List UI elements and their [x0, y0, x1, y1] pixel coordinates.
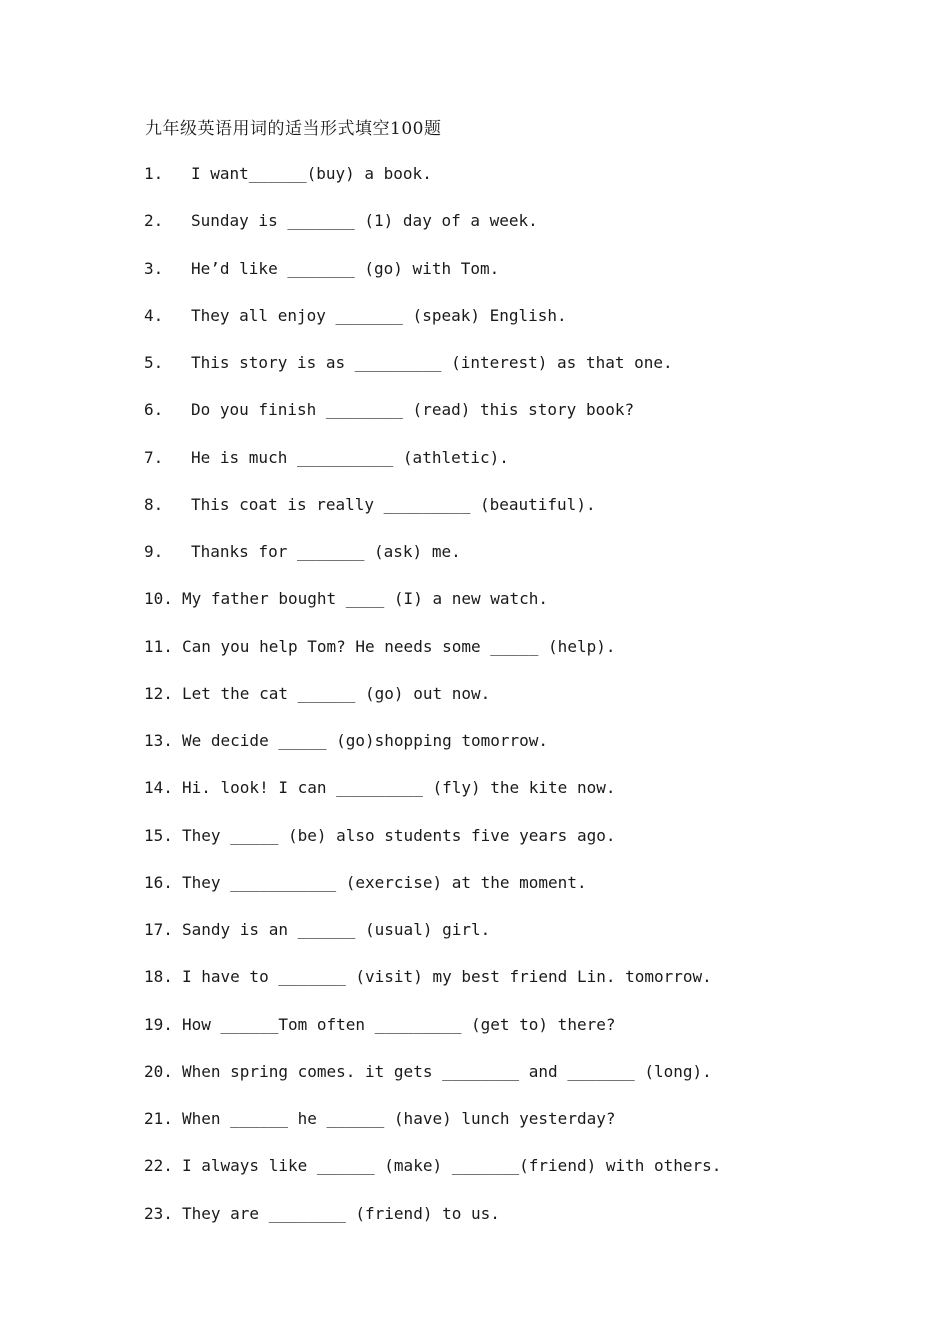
question-text: They ___________ (exercise) at the moment. [182, 872, 587, 892]
question-item [144, 635, 721, 682]
question-text: I want______(buy) a book. [191, 164, 432, 183]
question-item [144, 398, 721, 445]
question-text: Let the cat ______ (go) out now. [182, 683, 491, 703]
question-item [144, 871, 721, 918]
question-number: 5. [144, 353, 164, 372]
question-text: We decide _____ (go)shopping tomorrow. [182, 731, 549, 750]
question-number: 7. [144, 447, 164, 467]
question-text: My father bought ____ (I) a new watch. [182, 589, 549, 609]
question-number: 17. [144, 920, 173, 939]
question-item [144, 1060, 721, 1107]
question-list [144, 162, 721, 1249]
question-number: 8. [144, 494, 164, 514]
question-item [144, 351, 721, 398]
question-item [144, 682, 721, 729]
question-text: He’d like _______ (go) with Tom. [191, 258, 500, 278]
question-item [144, 918, 721, 965]
question-number: 19. [144, 1014, 173, 1034]
document-title: 九年级英语用词的适当形式填空100题 [145, 119, 442, 139]
question-number: 23. [144, 1203, 173, 1223]
question-text: This story is as _________ (interest) as that one. [191, 353, 673, 372]
question-number: 2. [144, 211, 164, 231]
question-text: How ______Tom often _________ (get to) there? [182, 1014, 616, 1034]
question-number: 22. [144, 1156, 173, 1176]
question-item [144, 965, 721, 1012]
question-text: They are ________ (friend) to us. [182, 1203, 500, 1223]
question-text: Thanks for _______ (ask) me. [191, 542, 461, 561]
question-item [144, 446, 721, 493]
question-number: 10. [144, 589, 173, 609]
question-number: 6. [144, 400, 164, 420]
question-number: 9. [144, 542, 164, 561]
question-text: He is much __________ (athletic). [191, 447, 509, 467]
question-text: Do you finish ________ (read) this story book? [191, 400, 635, 420]
question-number: 4. [144, 305, 164, 325]
question-item [144, 587, 721, 634]
question-number: 11. [144, 636, 173, 656]
question-item [144, 304, 721, 351]
question-text: This coat is really _________ (beautiful). [191, 494, 596, 514]
question-text: They all enjoy _______ (speak) English. [191, 305, 567, 325]
question-text: I have to _______ (visit) my best friend Lin. tomorrow. [182, 967, 712, 987]
question-text: When ______ he ______ (have) lunch yesterday? [182, 1109, 616, 1128]
question-item [144, 540, 721, 587]
question-number: 15. [144, 825, 173, 845]
question-item [144, 729, 721, 776]
question-number: 21. [144, 1109, 173, 1128]
question-item [144, 1013, 721, 1060]
question-number: 16. [144, 872, 173, 892]
question-number: 3. [144, 258, 164, 278]
question-text: They _____ (be) also students five years ago. [182, 825, 616, 845]
question-item [144, 824, 721, 871]
question-number: 12. [144, 683, 173, 703]
question-number: 18. [144, 967, 173, 987]
question-text: Sunday is _______ (1) day of a week. [191, 211, 538, 231]
question-item [144, 493, 721, 540]
question-text: I always like ______ (make) _______(friend) with others. [182, 1156, 722, 1176]
question-number: 13. [144, 731, 173, 750]
question-item [144, 776, 721, 823]
question-text: Sandy is an ______ (usual) girl. [182, 920, 491, 939]
question-item [144, 1202, 721, 1249]
question-text: Hi. look! I can _________ (fly) the kite now. [182, 778, 616, 798]
question-text: Can you help Tom? He needs some _____ (help). [182, 636, 616, 656]
question-number: 20. [144, 1061, 173, 1081]
question-number: 14. [144, 778, 173, 798]
question-item [144, 1154, 721, 1201]
question-number: 1. [144, 164, 164, 183]
question-item [144, 162, 721, 209]
question-item [144, 209, 721, 256]
question-item [144, 257, 721, 304]
question-item [144, 1107, 721, 1154]
question-text: When spring comes. it gets ________ and _______ (long). [182, 1061, 712, 1081]
